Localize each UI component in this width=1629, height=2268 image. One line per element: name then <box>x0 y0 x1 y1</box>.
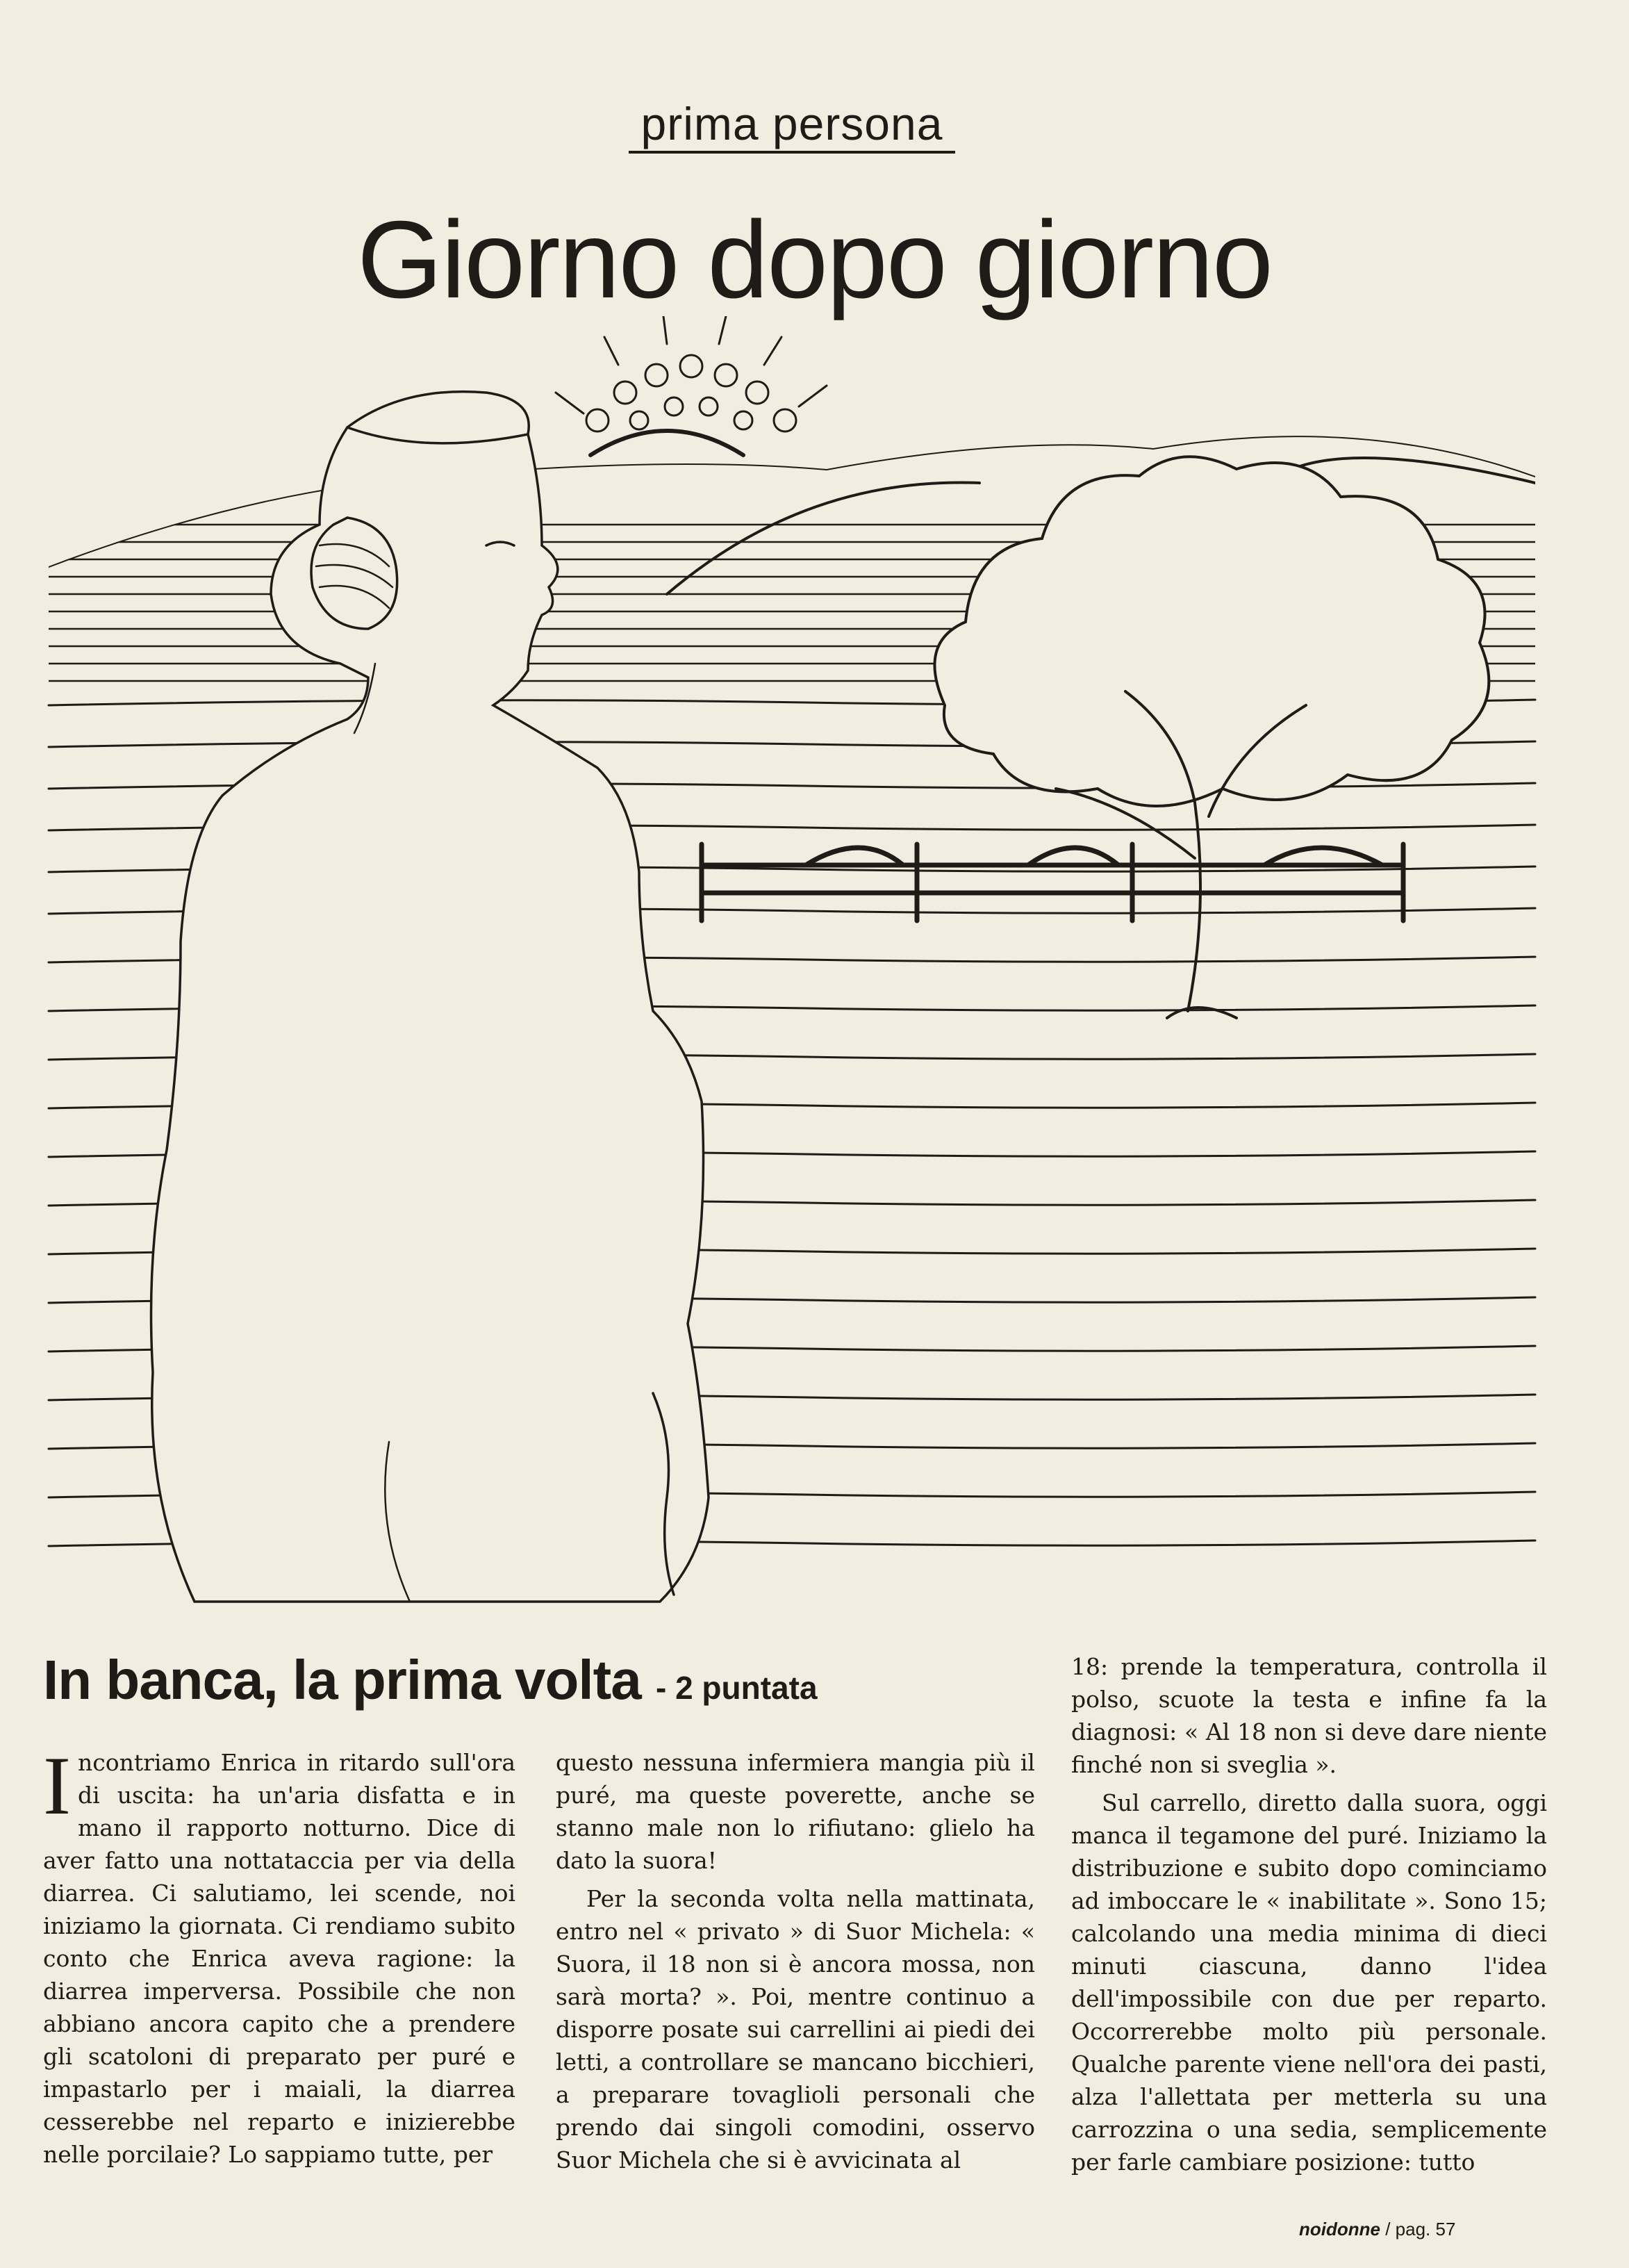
woman-figure-icon <box>151 392 709 1602</box>
line-drawing-woman-landscape-icon <box>42 316 1549 1619</box>
article-column-2 <box>556 1746 1035 2176</box>
headline-main: In banca, la prima volta <box>43 1649 641 1711</box>
column-2-paragraph-1: questo nessuna infermiera mangia più il puré, ma queste poverette, anche se stanno male non lo rifiutano: glielo ha dato la suora! <box>556 1749 1035 1874</box>
page-footer <box>1299 2219 1455 2240</box>
page-title: Giorno dopo giorno <box>357 199 1272 321</box>
column-1-paragraph: ncontriamo Enrica in ritardo sull'ora di uscita: ha un'aria disfatta e in mano il rapporto notturno. Dice di aver fatto una nottataccia per via della diarrea. Ci salutiamo, lei scende, noi iniziamo la giornata. Ci rendiamo subito conto che Enrica aveva ragione: la diarrea imperversa. Possibile che non abbiano ancora capito che a prendere gli scatoloni di preparato per puré e impastarlo per i maiali, la diarrea cesserebbe nel reparto e inizierebbe nelle porcilaie? Lo sappiamo tutte, per <box>43 1749 515 2168</box>
drop-cap: I <box>43 1739 71 1832</box>
article-column-3 <box>1071 1650 1547 2178</box>
page-number: / pag. 57 <box>1385 2219 1456 2240</box>
tree-icon <box>934 457 1489 1018</box>
column-2-paragraph-2: Per la seconda volta nella mattinata, entro nel « privato » di Suor Michela: « Suora, il 18 non si è ancora mossa, non sarà morta? ». Poi, mentre continuo a disporre posate sui carrellini ai piedi dei letti, a controllare se mancano bicchieri, a preparare tovaglioli personali che prendo dai singoli comodini, osservo Suor Michela che si è avvicinata al <box>556 1885 1035 2174</box>
fence-icon <box>702 844 1403 921</box>
article-headline <box>43 1649 818 1711</box>
section-kicker: prima persona <box>629 101 955 154</box>
magazine-brand: noidonne <box>1299 2219 1380 2240</box>
column-3-paragraph-1: 18: prende la temperatura, controlla il polso, scuote la testa e infine fa la diagnosi: « Al 18 non si deve dare niente finché non si sveglia ». <box>1071 1653 1547 1778</box>
column-3-paragraph-2: Sul carrello, diretto dalla suora, oggi manca il tegamone del puré. Iniziamo la distribuzione e subito dopo cominciamo ad imboccare le « inabilitate ». Sono 15; calcolando una media minima di dieci minuti ciascuna, danno l'idea dell'impossibile con due per reparto. Occorrerebbe molto più personale. Qualche parente viene nell'ora dei pasti, alza l'allettata per metterla su una carrozzina o una sedia, semplicemente per farle cambiare posizione: tutto <box>1071 1789 1547 2176</box>
headline-suffix: - 2 puntata <box>655 1670 818 1706</box>
sun-icon <box>556 316 827 455</box>
article-column-1 <box>43 1739 515 2171</box>
